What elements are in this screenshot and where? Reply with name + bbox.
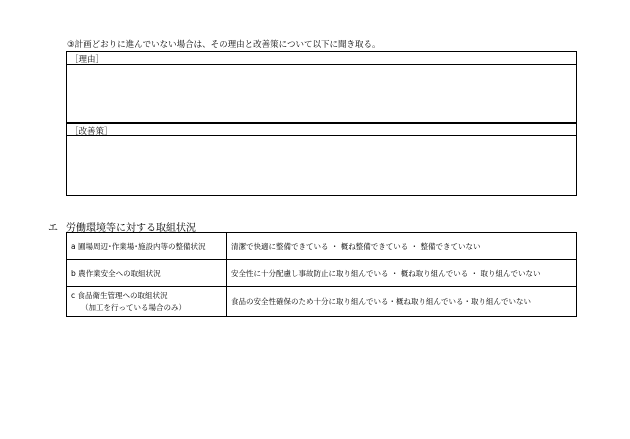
table-row	[67, 233, 577, 260]
table-row	[67, 287, 577, 317]
section-letter: エ	[48, 223, 58, 234]
reason-box[interactable]	[66, 51, 577, 123]
status-table	[66, 232, 577, 317]
row-options[interactable]: 食品の安全性確保のため十分に取り組んでいる・概ね取り組んでいる・取り組んでいない	[227, 287, 577, 317]
improvement-header-divider	[67, 135, 576, 136]
row-options[interactable]: 清潔で快適に整備できている ・ 概ね整備できている ・ 整備できていない	[227, 233, 577, 260]
row-label-cell	[67, 287, 227, 317]
table-row	[67, 260, 577, 287]
row-options[interactable]: 安全性に十分配慮し事故防止に取り組んでいる ・ 概ね取り組んでいる ・ 取り組んでいない	[227, 260, 577, 287]
row-sublabel: （加工を行っている場合のみ）	[81, 303, 186, 312]
row-label: b 農作業安全への取組状況	[67, 260, 227, 287]
reason-label: ［理由］	[70, 55, 105, 65]
section-title: 労働環境等に対する取組状況	[66, 223, 196, 234]
improvement-label: ［改善策］	[70, 127, 113, 137]
improvement-box[interactable]	[66, 123, 577, 196]
reason-header-divider	[67, 64, 576, 65]
row-label: c 食品衛生管理への取組状況	[71, 291, 168, 300]
instruction-text: ③計画どおりに進んでいない場合は、その理由と改善策について以下に聞き取る。	[67, 40, 381, 50]
row-label: a 圃場周辺･作業場･施設内等の整備状況	[67, 233, 227, 260]
